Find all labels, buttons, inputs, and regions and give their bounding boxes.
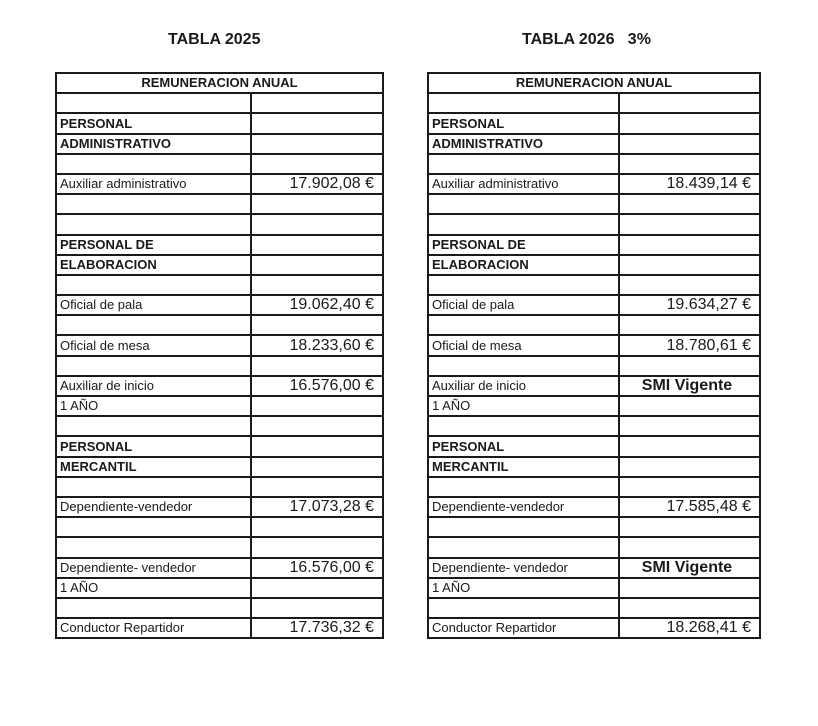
salary-value [619,396,760,416]
salary-value [251,436,383,456]
salary-value [619,214,760,234]
salary-value [619,315,760,335]
category-label [428,214,619,234]
table-row [428,457,760,477]
category-label [56,477,251,497]
category-label [56,598,251,618]
header-row [56,73,383,93]
table-row [56,356,383,376]
salary-value [251,154,383,174]
salary-value [251,477,383,497]
table-row [56,235,383,255]
category-label [56,194,251,214]
section-label: PERSONAL [56,436,251,456]
table-2025 [55,72,384,639]
salary-value: 17.902,08 € [251,174,383,194]
category-label: Dependiente-vendedor [428,497,619,517]
table-row [56,93,383,113]
table-row [428,335,760,355]
salary-value [619,154,760,174]
table-row [428,497,760,517]
table-row [428,436,760,456]
section-label: MERCANTIL [56,457,251,477]
salary-value [251,315,383,335]
salary-value: 18.780,61 € [619,335,760,355]
category-label: 1 AÑO [428,578,619,598]
salary-value [251,93,383,113]
salary-value [619,235,760,255]
salary-value [619,537,760,557]
category-label: Oficial de mesa [56,335,251,355]
category-label [56,517,251,537]
section-label: ELABORACION [428,255,619,275]
table-row [56,174,383,194]
category-label: Dependiente- vendedor [56,558,251,578]
section-label: PERSONAL [428,436,619,456]
category-label [56,356,251,376]
category-label [428,315,619,335]
category-label: Oficial de pala [56,295,251,315]
salary-value [251,416,383,436]
table-row [56,558,383,578]
section-label: PERSONAL DE [428,235,619,255]
section-label: PERSONAL DE [56,235,251,255]
table-row [428,235,760,255]
category-label [428,275,619,295]
salary-value [251,275,383,295]
category-label [56,214,251,234]
salary-value [251,214,383,234]
table-row [428,315,760,335]
table-row [56,335,383,355]
table-row [428,578,760,598]
salary-value [619,255,760,275]
category-label: Auxiliar de inicio [428,376,619,396]
table-row [428,113,760,133]
table-row [428,356,760,376]
salary-value: 17.073,28 € [251,497,383,517]
category-label: 1 AÑO [56,396,251,416]
salary-value: 17.585,48 € [619,497,760,517]
table-row [428,174,760,194]
table-2025-title: TABLA 2025 [168,31,261,48]
category-label [428,154,619,174]
table-row [56,497,383,517]
table-row [56,578,383,598]
table-row [56,396,383,416]
table-row [428,194,760,214]
table-row [56,537,383,557]
category-label [428,517,619,537]
salary-value [619,275,760,295]
salary-value [251,194,383,214]
table-row [56,416,383,436]
table-row [56,194,383,214]
salary-value: 16.576,00 € [251,376,383,396]
category-label: Conductor Repartidor [428,618,619,638]
header-row [428,73,760,93]
salary-value [619,194,760,214]
section-label: ELABORACION [56,255,251,275]
table-row [428,255,760,275]
salary-value [251,134,383,154]
table-row [56,598,383,618]
section-label: ADMINISTRATIVO [428,134,619,154]
category-label [428,477,619,497]
category-label: 1 AÑO [56,578,251,598]
category-label: Conductor Repartidor [56,618,251,638]
salary-value [619,113,760,133]
table-row [428,275,760,295]
salary-value [251,578,383,598]
category-label [428,416,619,436]
table-row [56,295,383,315]
salary-value: 18.439,14 € [619,174,760,194]
category-label [428,194,619,214]
section-label: PERSONAL [56,113,251,133]
salary-value [251,235,383,255]
category-label [56,93,251,113]
table-row [56,436,383,456]
category-label: Auxiliar administrativo [428,174,619,194]
category-label: Dependiente-vendedor [56,497,251,517]
table-row [428,416,760,436]
category-label [56,315,251,335]
salary-value [251,396,383,416]
category-label: Oficial de mesa [428,335,619,355]
category-label: Auxiliar administrativo [56,174,251,194]
table-row [56,477,383,497]
category-label [56,537,251,557]
salary-value [619,517,760,537]
salary-value [251,598,383,618]
salary-value: 17.736,32 € [251,618,383,638]
table-row [56,154,383,174]
table-row [428,396,760,416]
table-row [56,618,383,638]
table-header: REMUNERACION ANUAL [56,73,383,93]
salary-value: 16.576,00 € [251,558,383,578]
section-label: MERCANTIL [428,457,619,477]
salary-value [251,113,383,133]
table-row [56,517,383,537]
table-row [56,376,383,396]
table-row [428,558,760,578]
salary-value: SMI Vigente [619,558,760,578]
salary-value: 18.233,60 € [251,335,383,355]
salary-value [619,578,760,598]
table-row [56,275,383,295]
table-row [428,93,760,113]
salary-value: SMI Vigente [619,376,760,396]
category-label [428,537,619,557]
table-row [56,315,383,335]
salary-value: 19.634,27 € [619,295,760,315]
table-row [428,477,760,497]
salary-value [251,356,383,376]
table-row [56,214,383,234]
salary-value [251,255,383,275]
salary-value: 18.268,41 € [619,618,760,638]
section-label: PERSONAL [428,113,619,133]
table-row [56,134,383,154]
salary-value [251,457,383,477]
category-label [56,416,251,436]
table-row [56,457,383,477]
salary-value [619,134,760,154]
salary-value [619,416,760,436]
category-label [428,356,619,376]
category-label: 1 AÑO [428,396,619,416]
table-row [428,214,760,234]
table-2026-title: TABLA 2026 3% [522,31,651,48]
category-label: Oficial de pala [428,295,619,315]
salary-value [619,477,760,497]
category-label: Auxiliar de inicio [56,376,251,396]
salary-value [619,93,760,113]
table-row [428,295,760,315]
salary-value [619,457,760,477]
table-row [56,113,383,133]
category-label [56,275,251,295]
category-label [428,598,619,618]
table-2026 [427,72,761,639]
salary-value [619,436,760,456]
salary-value: 19.062,40 € [251,295,383,315]
table-row [428,154,760,174]
salary-value [251,537,383,557]
category-label [428,93,619,113]
table-row [428,537,760,557]
table-header: REMUNERACION ANUAL [428,73,760,93]
table-row [428,517,760,537]
salary-value [619,356,760,376]
section-label: ADMINISTRATIVO [56,134,251,154]
table-row [428,376,760,396]
table-row [428,134,760,154]
table-row [428,618,760,638]
salary-value [251,517,383,537]
table-row [56,255,383,275]
salary-value [619,598,760,618]
category-label [56,154,251,174]
table-row [428,598,760,618]
category-label: Dependiente- vendedor [428,558,619,578]
